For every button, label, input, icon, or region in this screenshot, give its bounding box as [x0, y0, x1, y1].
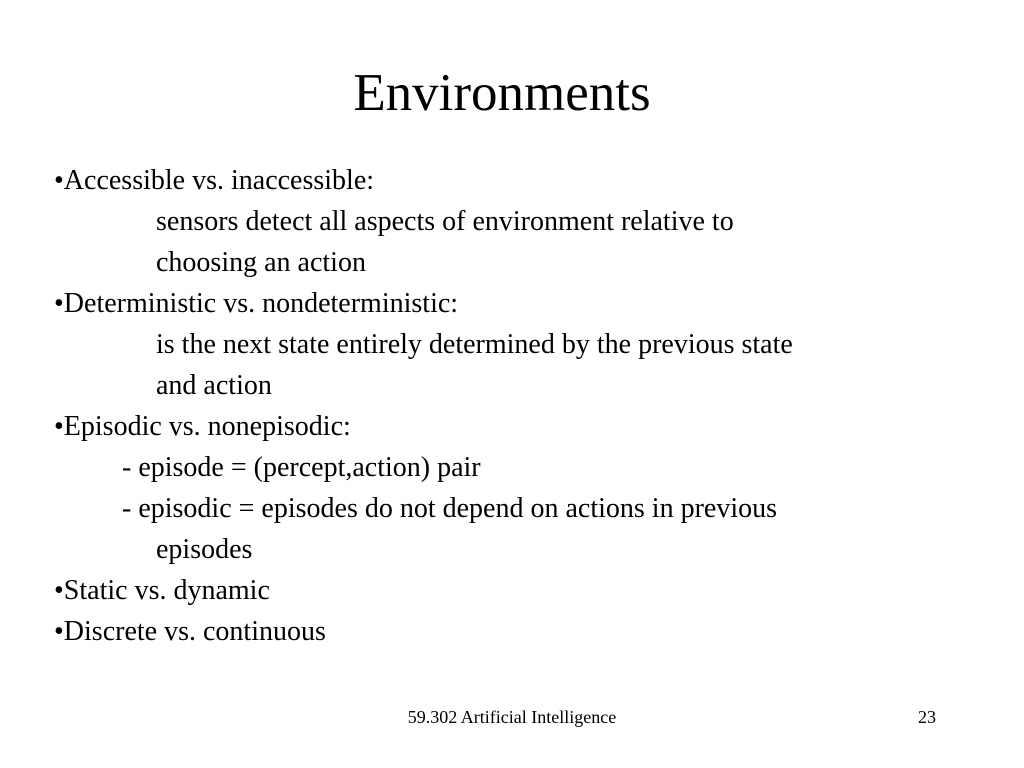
- footer-page-number: 23: [918, 707, 936, 727]
- bullet-deterministic: •Deterministic vs. nondeterministic:: [54, 288, 459, 319]
- bullet-episodic: •Episodic vs. nonepisodic:: [54, 411, 351, 442]
- slide-body: [54, 160, 994, 652]
- footer-course: 59.302 Artificial Intelligence: [407, 707, 617, 727]
- episodic-definition-line-2: episodes: [156, 534, 253, 565]
- episode-definition: - episode = (percept,action) pair: [122, 452, 481, 483]
- deterministic-description-line-2: and action: [156, 370, 272, 401]
- episodic-definition-line-1: - episodic = episodes do not depend on actions in previous: [122, 493, 778, 524]
- accessible-description-line-1: sensors detect all aspects of environment relative to: [156, 206, 734, 237]
- bullet-accessible: •Accessible vs. inaccessible:: [54, 165, 375, 196]
- accessible-description-line-2: choosing an action: [156, 247, 366, 278]
- bullet-static: •Static vs. dynamic: [54, 575, 270, 606]
- deterministic-description-line-1: is the next state entirely determined by the previous state: [156, 329, 793, 360]
- bullet-discrete: •Discrete vs. continuous: [54, 616, 326, 647]
- slide-title: Environments: [353, 64, 651, 122]
